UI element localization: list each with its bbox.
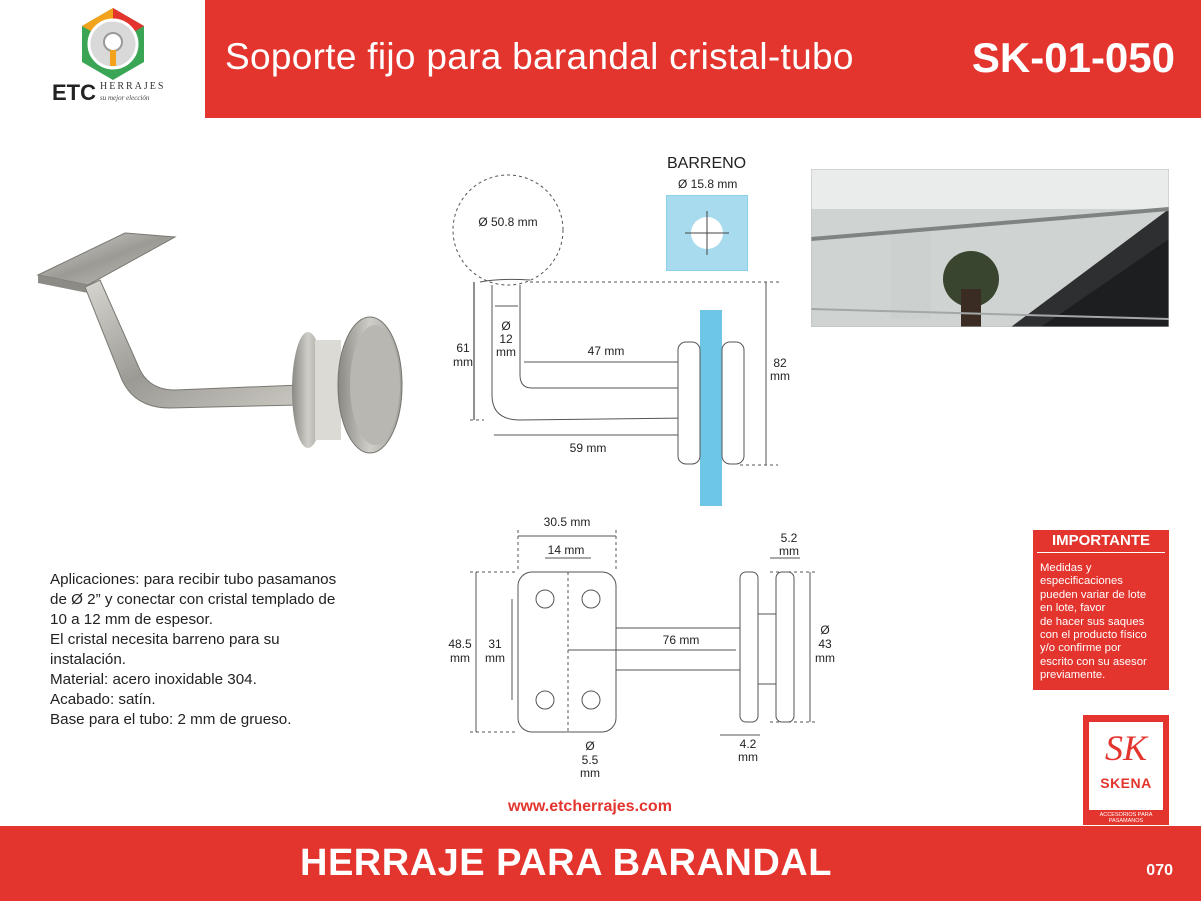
hole-diameter-symbol: Ø — [585, 739, 595, 753]
description-line: Acabado: satín. — [50, 691, 156, 708]
product-code: SK-01-050 — [971, 34, 1175, 81]
important-line: escrito con su asesor — [1040, 655, 1147, 668]
important-divider — [1037, 552, 1165, 553]
footer-title: HERRAJE PARA BARANDAL — [300, 842, 832, 884]
important-line: y/o confirme por — [1040, 642, 1121, 655]
product-image — [30, 225, 410, 480]
important-line: pueden variar de lote — [1040, 588, 1147, 601]
barreno-diameter: Ø 15.8 mm — [678, 177, 738, 191]
description-line: Aplicaciones: para recibir tubo pasamanos — [50, 571, 337, 588]
height-485-unit: mm — [450, 651, 470, 665]
height-61-unit: mm — [453, 355, 473, 369]
width-14-label: 14 mm — [547, 543, 585, 557]
skena-logo-name: SKENA — [1100, 775, 1152, 791]
installation-photo — [811, 169, 1169, 327]
width-305-label: 30.5 mm — [543, 515, 591, 529]
disc-diameter-value: 43 — [818, 637, 832, 651]
skena-logo-letters: SK — [1104, 728, 1147, 768]
important-line: Medidas y — [1040, 562, 1092, 574]
height-82-value: 82 — [773, 356, 787, 370]
page-title: Soporte fijo para barandal cristal-tubo — [225, 36, 854, 77]
disc-diameter-unit: mm — [815, 651, 835, 665]
important-line: especificaciones — [1040, 575, 1123, 588]
skena-logo-tagline: ACCESORIOS PARA PASAMANOS — [1099, 812, 1153, 824]
logo-area — [0, 0, 205, 118]
product-description — [50, 570, 390, 730]
description-line: El cristal necesita barreno para su — [50, 631, 280, 648]
bar-diameter-unit: mm — [496, 345, 516, 359]
height-31-unit: mm — [485, 651, 505, 665]
logo-brand: HERRAJES — [100, 81, 166, 92]
top-view-drawing — [440, 510, 840, 790]
important-line: previamente. — [1040, 669, 1106, 682]
height-485-value: 48.5 — [448, 637, 472, 651]
description-line: de Ø 2” y conectar con cristal templado de — [50, 591, 336, 608]
height-82-unit: mm — [770, 369, 790, 383]
gap-42-unit: mm — [738, 750, 758, 764]
important-line: de hacer sus saques — [1040, 615, 1145, 628]
length-47-label: 47 mm — [587, 344, 625, 358]
height-31-value: 31 — [488, 637, 502, 651]
gap-42-value: 4.2 — [739, 737, 757, 751]
disc-diameter-symbol: Ø — [820, 623, 830, 637]
etc-logo-icon — [78, 6, 148, 84]
website-link[interactable]: www.etcherrajes.com — [508, 798, 672, 815]
important-line: en lote, favor — [1040, 602, 1106, 615]
description-line: Material: acero inoxidable 304. — [50, 671, 257, 688]
height-61-value: 61 — [456, 341, 470, 355]
barreno-label: BARRENO — [667, 155, 747, 172]
gap-52-value: 5.2 — [780, 531, 798, 545]
description-line: Base para el tubo: 2 mm de grueso. — [50, 711, 292, 728]
description-line: instalación. — [50, 651, 126, 668]
gap-52-unit: mm — [779, 544, 799, 558]
page-number: 070 — [1146, 862, 1173, 879]
important-line: con el producto físico — [1040, 629, 1147, 642]
bar-diameter-value: 12 — [499, 332, 513, 346]
hole-diameter-value: 5.5 — [581, 753, 599, 767]
important-text — [1040, 562, 1166, 683]
length-59-label: 59 mm — [569, 441, 607, 455]
hole-diameter-unit: mm — [580, 766, 600, 780]
tube-diameter-label: Ø 50.8 mm — [478, 215, 538, 229]
logo-text: ETC — [52, 80, 96, 105]
description-line: 10 a 12 mm de espesor. — [50, 611, 213, 628]
logo-tagline: su mejor elección — [100, 94, 150, 102]
important-title: IMPORTANTE — [1051, 532, 1151, 549]
bar-diameter-symbol: Ø — [501, 319, 511, 333]
length-76-label: 76 mm — [662, 633, 700, 647]
side-view-drawing — [440, 170, 800, 510]
